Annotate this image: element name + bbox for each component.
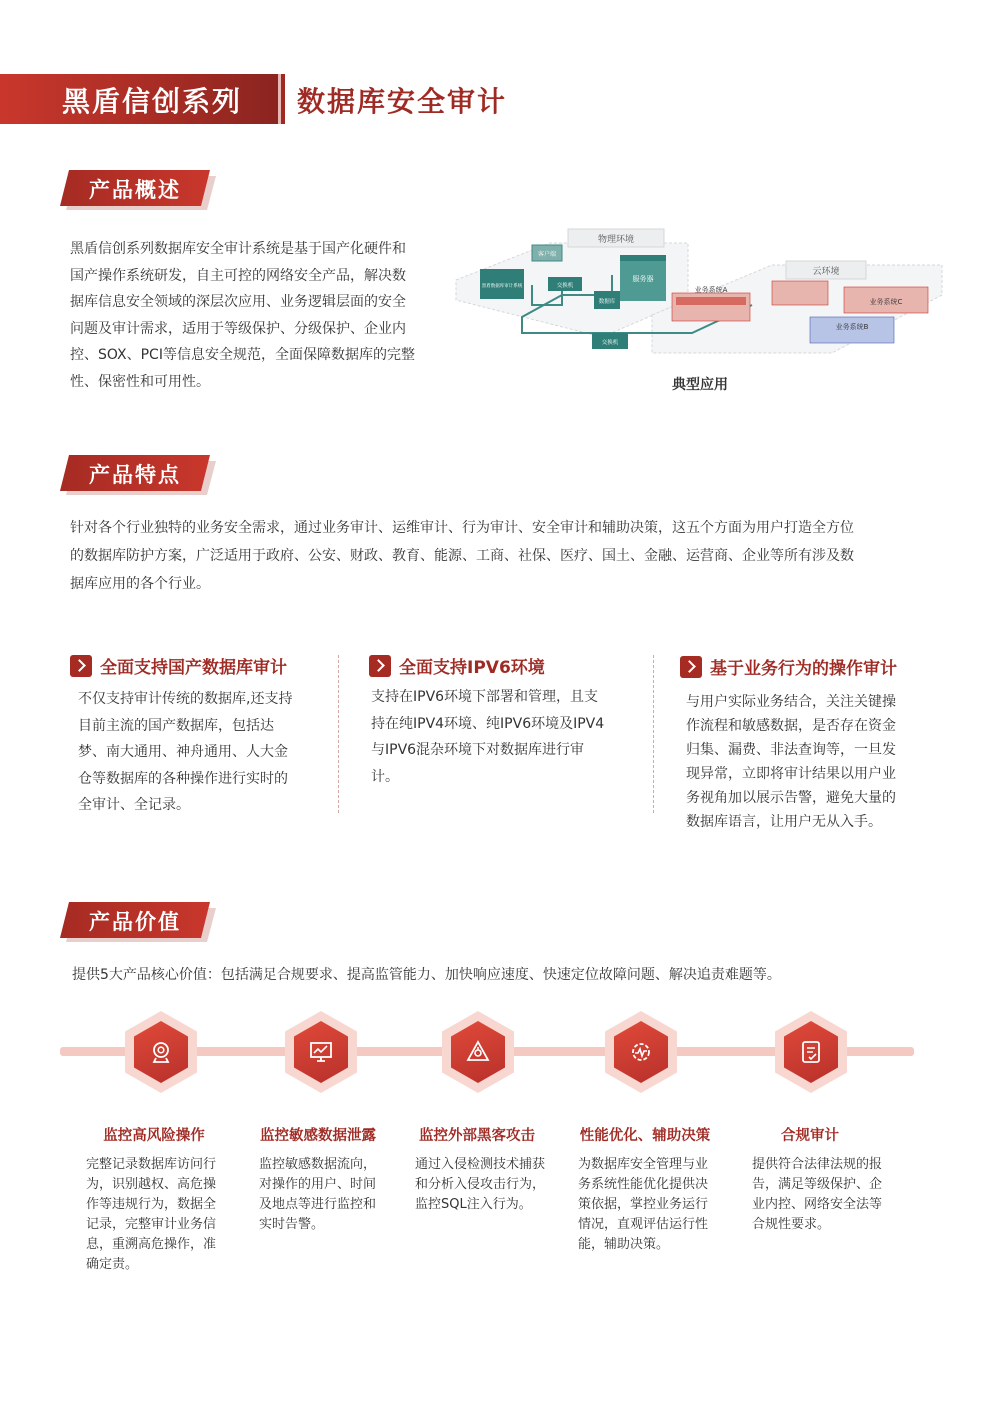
value-title-3: 监控外部黑客攻击 <box>419 1128 535 1144</box>
value-hex-5 <box>775 1011 847 1093</box>
switch-label-2: 交换机 <box>601 340 619 346</box>
overview-text: 黑盾信创系列数据库安全审计系统是基于国产化硬件和 国产操作系统研发，自主可控的网络安全产品，解决数 据库信息安全领域的深层次应用、业务逻辑层面的安全 问题及审计需求，适用于等级保护、分级保护、企业内 控、SOX、PCI等信息安全规范，全面保障数据库的完整 性、保密性和可用性。 <box>70 241 415 390</box>
value-body-4: 为数据库安全管理与业 务系统性能优化提供决 策依据，掌控业务运行 情况，直观评估运行性 能，辅助决策。 <box>578 1157 709 1252</box>
client-label: 客户端 <box>537 251 557 258</box>
section-tag-values <box>60 902 210 942</box>
auditor-label: 黑盾数据库审计系统 <box>481 284 523 289</box>
performance-gear-icon <box>628 1039 654 1065</box>
compliance-doc-icon <box>798 1039 824 1065</box>
value-hex-2 <box>285 1011 357 1093</box>
page-title: 数据库安全审计 <box>297 85 508 118</box>
hacker-attack-icon <box>465 1039 491 1065</box>
feature-title-3: 基于业务行为的操作审计 <box>680 654 897 679</box>
series-title: 黑盾信创系列 <box>62 85 243 118</box>
server-label: 服务器 <box>632 275 654 283</box>
feature-body-3: 与用户实际业务结合，关注关键操 作流程和敏感数据，是否存在资金 归集、漏费、非法查询等，一旦发 现异常，立即将审计结果以用户业 务视角加以展示告警，避免大量的 数据库语言，让用户无从入手。 <box>686 694 896 830</box>
physical-env-label: 物理环境 <box>597 235 635 245</box>
value-title-4: 性能优化、辅助决策 <box>579 1128 711 1144</box>
cloud-env-label: 云环境 <box>812 267 840 277</box>
webcam-icon <box>148 1039 174 1065</box>
feature-title-1: 全面支持国产数据库审计 <box>70 653 287 678</box>
section-title-values: 产品价值 <box>89 910 181 934</box>
value-body-5: 提供符合法律法规的报 告，满足等级保护、企 业内控、网络安全法等 合规性要求。 <box>752 1157 883 1232</box>
feature-divider-2 <box>653 655 654 813</box>
system-c-label: 业务系统C <box>869 298 903 306</box>
value-hex-3 <box>442 1011 514 1093</box>
section-title-overview: 产品概述 <box>89 178 181 202</box>
diagram-caption: 典型应用 <box>672 377 728 393</box>
monitor-chart-icon <box>308 1039 334 1065</box>
value-body-2: 监控敏感数据流向， 对操作的用户、时间 及地点等进行监控和 实时告警。 <box>259 1157 377 1232</box>
chevron-right-icon <box>680 656 702 678</box>
value-hex-4 <box>605 1011 677 1093</box>
feature-body-2: 支持在IPV6环境下部署和管理，且支 持在纯IPV4环境、纯IPV6环境及IPV4 与IPV6混杂环境下对数据库进行审 计。 <box>371 689 605 785</box>
header-divider <box>281 74 285 124</box>
features-intro: 针对各个行业独特的业务安全需求，通过业务审计、运维审计、行为审计、安全审计和辅助决策，这五个方面为用户打造全方位 的数据库防护方案，广泛适用于政府、公安、财政、教育、能源、工商、社保、医疗、国土、金融、运营商、企业等所有涉及数 据库应用的各个行业。 <box>70 520 854 592</box>
chevron-right-icon <box>369 655 391 677</box>
feature-body-1: 不仅支持审计传统的数据库,还支持 目前主流的国产数据库，包括达 梦、南大通用、神舟通用、人大金 仓等数据库的各种操作进行实时的 全审计、全记录。 <box>78 691 293 813</box>
value-body-1: 完整记录数据库访问行 为，识别越权、高危操 作等违规行为，数据全 记录，完整审计业务信 息，重溯高危操作，准 确定责。 <box>86 1157 217 1272</box>
typical-application-diagram <box>452 225 944 370</box>
system-b-label: 业务系统B <box>835 323 869 331</box>
feature-title-2: 全面支持IPV6环境 <box>369 653 545 678</box>
values-intro: 提供5大产品核心价值：包括满足合规要求、提高监管能力、加快响应速度、快速定位故障问题、解决追责难题等。 <box>72 967 781 983</box>
section-tag-overview <box>60 170 210 210</box>
value-title-5: 合规审计 <box>781 1128 839 1144</box>
value-body-3: 通过入侵检测技术捕获 和分析入侵攻击行为， 监控SQL注入行为。 <box>415 1157 546 1212</box>
feature-divider-1 <box>338 655 339 813</box>
value-title-2: 监控敏感数据泄露 <box>260 1128 376 1144</box>
value-title-1: 监控高风险操作 <box>103 1128 205 1144</box>
database-label: 数据库 <box>598 299 616 305</box>
system-a-label: 业务系统A <box>694 286 728 294</box>
section-title-features: 产品特点 <box>89 463 181 487</box>
chevron-right-icon <box>70 655 92 677</box>
section-tag-features <box>60 455 210 495</box>
value-hex-1 <box>125 1011 197 1093</box>
switch-label-1: 交换机 <box>556 283 574 289</box>
